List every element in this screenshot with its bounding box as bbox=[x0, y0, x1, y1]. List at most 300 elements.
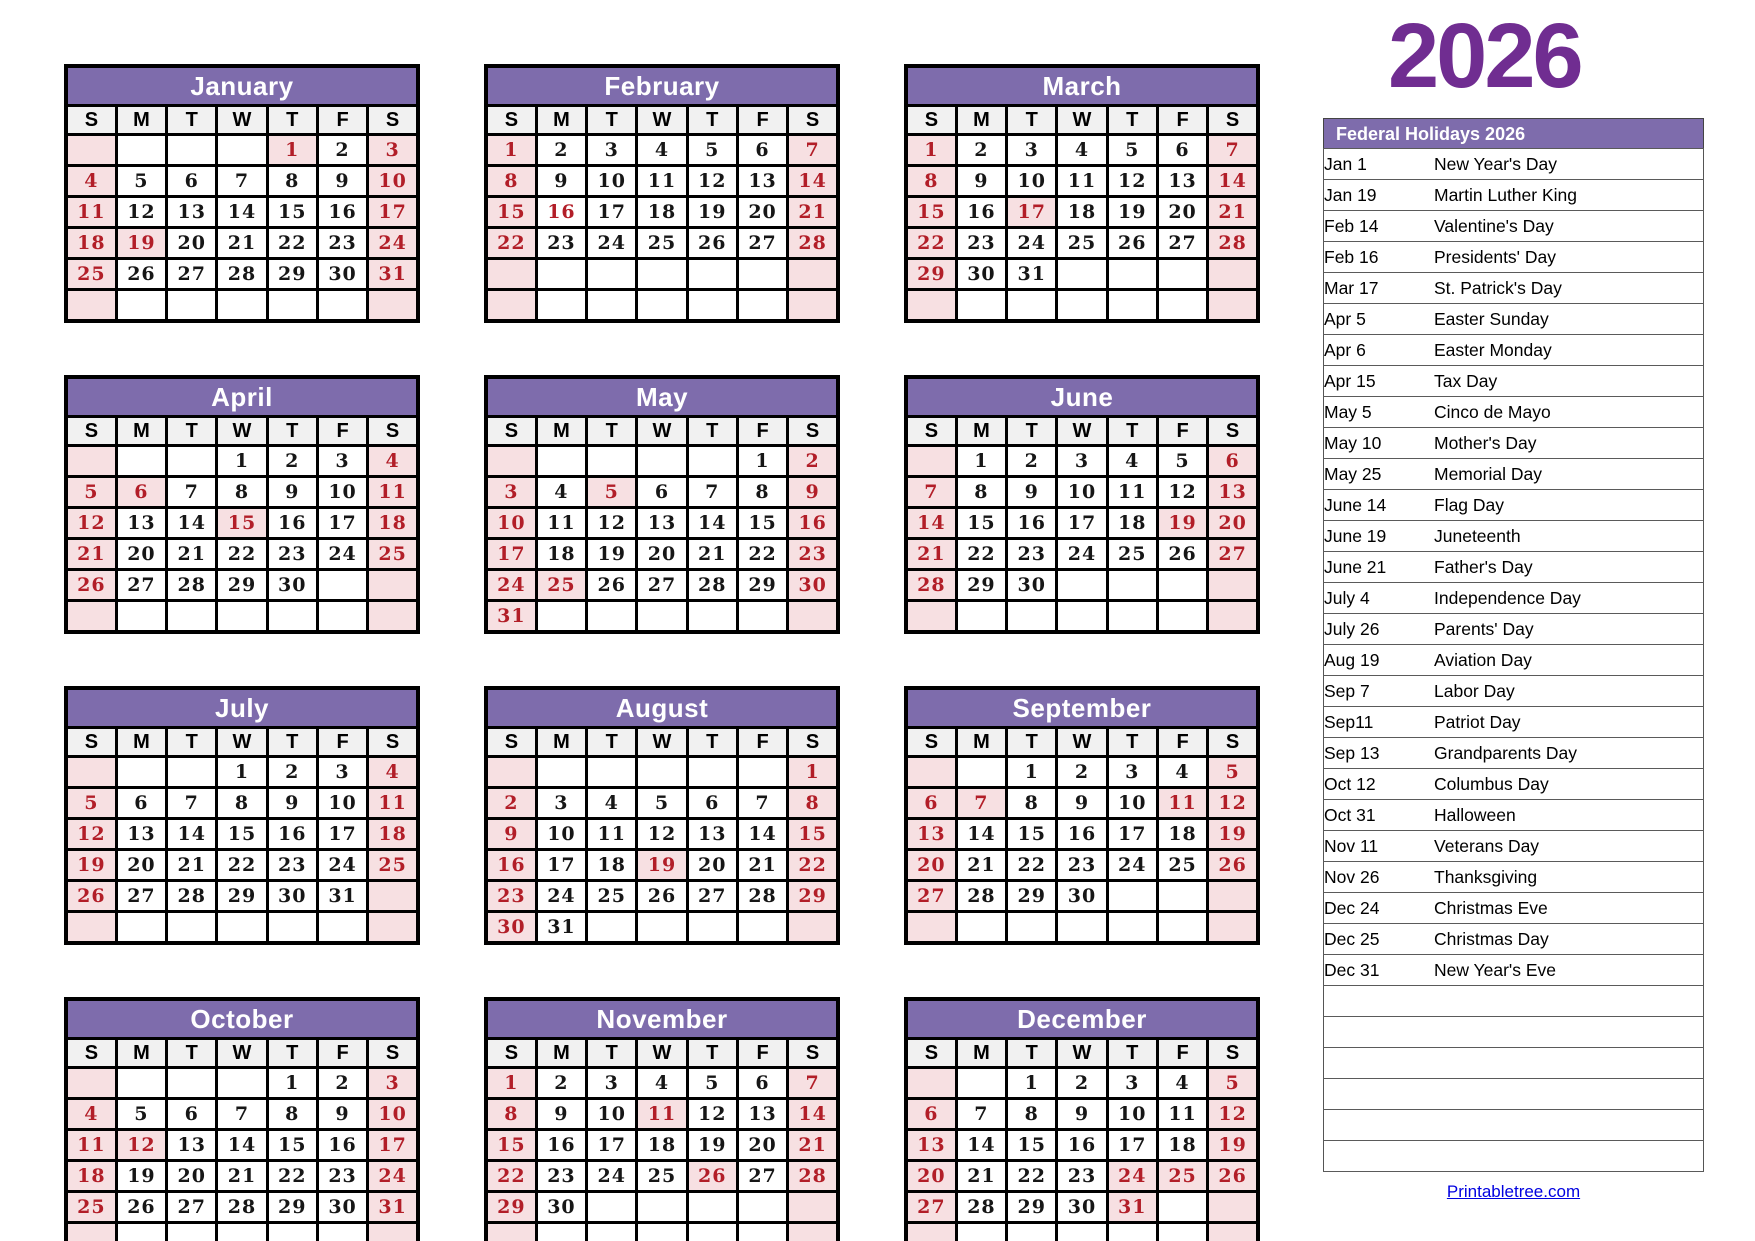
holiday-row bbox=[1324, 924, 1704, 955]
weekday-header: S bbox=[788, 728, 838, 757]
day-cell: 2 bbox=[536, 135, 586, 166]
weekday-header: S bbox=[66, 106, 116, 135]
weekday-header: S bbox=[906, 106, 956, 135]
day-cell: 3 bbox=[368, 1068, 418, 1099]
month-june bbox=[904, 375, 1260, 634]
day-cell: 29 bbox=[217, 881, 267, 912]
day-cell bbox=[687, 1192, 737, 1223]
day-cell: 18 bbox=[1157, 819, 1207, 850]
day-cell: 22 bbox=[906, 228, 956, 259]
weekday-header: S bbox=[368, 728, 418, 757]
month-title: March bbox=[906, 66, 1258, 106]
weekday-header: T bbox=[587, 1039, 637, 1068]
day-cell bbox=[587, 912, 637, 944]
day-cell: 6 bbox=[737, 1068, 787, 1099]
day-cell bbox=[1007, 290, 1057, 322]
day-cell: 8 bbox=[788, 788, 838, 819]
day-cell: 5 bbox=[66, 788, 116, 819]
weekday-header: T bbox=[687, 106, 737, 135]
day-cell: 4 bbox=[587, 788, 637, 819]
day-cell: 12 bbox=[1157, 477, 1207, 508]
day-cell bbox=[587, 1192, 637, 1223]
day-cell: 2 bbox=[267, 757, 317, 788]
holiday-date: June 14 bbox=[1324, 490, 1435, 521]
day-cell: 8 bbox=[1007, 788, 1057, 819]
holiday-name: New Year's Eve bbox=[1434, 955, 1704, 986]
day-cell: 30 bbox=[1057, 1192, 1107, 1223]
day-cell: 10 bbox=[317, 788, 367, 819]
day-cell: 6 bbox=[1208, 446, 1258, 477]
day-cell: 13 bbox=[906, 1130, 956, 1161]
day-cell: 14 bbox=[956, 819, 1006, 850]
day-cell: 3 bbox=[1107, 1068, 1157, 1099]
day-cell: 23 bbox=[956, 228, 1006, 259]
day-cell bbox=[906, 601, 956, 633]
holiday-name: Mother's Day bbox=[1434, 428, 1704, 459]
month-july bbox=[64, 686, 420, 945]
weekday-header: F bbox=[737, 417, 787, 446]
day-cell bbox=[956, 601, 1006, 633]
holiday-date: May 5 bbox=[1324, 397, 1435, 428]
day-cell: 20 bbox=[1208, 508, 1258, 539]
day-cell: 31 bbox=[1107, 1192, 1157, 1223]
month-title: January bbox=[66, 66, 418, 106]
day-cell bbox=[1107, 290, 1157, 322]
holiday-name: Halloween bbox=[1434, 800, 1704, 831]
day-cell: 22 bbox=[737, 539, 787, 570]
day-cell: 7 bbox=[737, 788, 787, 819]
day-cell: 7 bbox=[788, 135, 838, 166]
day-cell: 15 bbox=[737, 508, 787, 539]
day-cell: 2 bbox=[1057, 757, 1107, 788]
day-cell bbox=[116, 1068, 166, 1099]
holiday-date: Sep11 bbox=[1324, 707, 1435, 738]
day-cell: 28 bbox=[956, 1192, 1006, 1223]
day-cell: 8 bbox=[217, 788, 267, 819]
day-cell: 3 bbox=[317, 757, 367, 788]
day-cell: 13 bbox=[637, 508, 687, 539]
day-cell bbox=[116, 446, 166, 477]
day-cell: 24 bbox=[1007, 228, 1057, 259]
printabletree-link[interactable]: Printabletree.com bbox=[1446, 1182, 1581, 1201]
day-cell: 26 bbox=[1208, 1161, 1258, 1192]
weekday-header: S bbox=[486, 1039, 536, 1068]
day-cell: 30 bbox=[267, 881, 317, 912]
day-cell: 17 bbox=[1107, 1130, 1157, 1161]
day-cell: 9 bbox=[1057, 1099, 1107, 1130]
day-cell: 11 bbox=[1157, 788, 1207, 819]
weekday-header: T bbox=[1107, 1039, 1157, 1068]
weekday-header: S bbox=[1208, 1039, 1258, 1068]
day-cell: 22 bbox=[1007, 850, 1057, 881]
day-cell: 18 bbox=[637, 197, 687, 228]
day-cell: 16 bbox=[788, 508, 838, 539]
holiday-row bbox=[1324, 738, 1704, 769]
holiday-date: Sep 13 bbox=[1324, 738, 1435, 769]
day-cell bbox=[116, 1223, 166, 1241]
day-cell: 21 bbox=[167, 539, 217, 570]
day-cell bbox=[788, 1192, 838, 1223]
day-cell: 19 bbox=[687, 1130, 737, 1161]
day-cell: 8 bbox=[267, 1099, 317, 1130]
month-november bbox=[484, 997, 840, 1241]
holiday-date: Jan 19 bbox=[1324, 180, 1435, 211]
day-cell bbox=[167, 1068, 217, 1099]
weekday-header: T bbox=[587, 728, 637, 757]
day-cell bbox=[788, 601, 838, 633]
holiday-date: Apr 5 bbox=[1324, 304, 1435, 335]
weekday-header: T bbox=[1107, 106, 1157, 135]
day-cell: 26 bbox=[66, 881, 116, 912]
day-cell: 15 bbox=[486, 197, 536, 228]
day-cell: 25 bbox=[66, 1192, 116, 1223]
day-cell bbox=[486, 259, 536, 290]
day-cell bbox=[788, 290, 838, 322]
day-cell: 9 bbox=[536, 1099, 586, 1130]
day-cell: 14 bbox=[906, 508, 956, 539]
day-cell: 29 bbox=[956, 570, 1006, 601]
day-cell: 8 bbox=[737, 477, 787, 508]
day-cell: 1 bbox=[217, 757, 267, 788]
weekday-header: S bbox=[906, 417, 956, 446]
day-cell: 16 bbox=[1057, 819, 1107, 850]
day-cell bbox=[1157, 259, 1207, 290]
day-cell: 12 bbox=[1107, 166, 1157, 197]
holiday-row bbox=[1324, 893, 1704, 924]
month-may bbox=[484, 375, 840, 634]
day-cell: 12 bbox=[1208, 1099, 1258, 1130]
weekday-header: M bbox=[536, 106, 586, 135]
weekday-header: M bbox=[116, 728, 166, 757]
day-cell bbox=[317, 912, 367, 944]
day-cell bbox=[687, 757, 737, 788]
day-cell: 16 bbox=[267, 819, 317, 850]
day-cell: 2 bbox=[956, 135, 1006, 166]
day-cell: 25 bbox=[536, 570, 586, 601]
day-cell bbox=[167, 912, 217, 944]
day-cell bbox=[167, 135, 217, 166]
day-cell bbox=[687, 259, 737, 290]
day-cell: 21 bbox=[906, 539, 956, 570]
day-cell: 10 bbox=[587, 166, 637, 197]
weekday-header: W bbox=[637, 106, 687, 135]
day-cell bbox=[1057, 259, 1107, 290]
holiday-name: Parents' Day bbox=[1434, 614, 1704, 645]
day-cell bbox=[637, 290, 687, 322]
day-cell: 17 bbox=[317, 819, 367, 850]
day-cell: 6 bbox=[906, 1099, 956, 1130]
day-cell bbox=[368, 570, 418, 601]
day-cell: 27 bbox=[116, 570, 166, 601]
day-cell bbox=[906, 757, 956, 788]
day-cell bbox=[637, 1192, 687, 1223]
day-cell: 25 bbox=[637, 1161, 687, 1192]
holiday-name: Christmas Eve bbox=[1434, 893, 1704, 924]
day-cell: 15 bbox=[1007, 1130, 1057, 1161]
day-cell: 4 bbox=[66, 1099, 116, 1130]
day-cell: 26 bbox=[66, 570, 116, 601]
day-cell: 28 bbox=[167, 881, 217, 912]
day-cell: 3 bbox=[587, 1068, 637, 1099]
holiday-row bbox=[1324, 614, 1704, 645]
day-cell: 22 bbox=[788, 850, 838, 881]
day-cell bbox=[486, 757, 536, 788]
day-cell: 5 bbox=[1107, 135, 1157, 166]
day-cell: 28 bbox=[906, 570, 956, 601]
day-cell: 5 bbox=[1208, 757, 1258, 788]
day-cell: 16 bbox=[1057, 1130, 1107, 1161]
day-cell: 12 bbox=[1208, 788, 1258, 819]
day-cell: 12 bbox=[116, 197, 166, 228]
day-cell: 28 bbox=[217, 1192, 267, 1223]
day-cell: 12 bbox=[66, 819, 116, 850]
day-cell: 30 bbox=[1007, 570, 1057, 601]
day-cell bbox=[486, 1223, 536, 1241]
day-cell: 29 bbox=[737, 570, 787, 601]
day-cell: 13 bbox=[687, 819, 737, 850]
day-cell bbox=[217, 1068, 267, 1099]
day-cell bbox=[217, 1223, 267, 1241]
day-cell: 13 bbox=[116, 508, 166, 539]
day-cell: 22 bbox=[267, 1161, 317, 1192]
day-cell: 12 bbox=[66, 508, 116, 539]
day-cell: 16 bbox=[956, 197, 1006, 228]
holiday-date: Dec 25 bbox=[1324, 924, 1435, 955]
day-cell: 27 bbox=[687, 881, 737, 912]
day-cell bbox=[66, 757, 116, 788]
day-cell bbox=[267, 1223, 317, 1241]
day-cell: 1 bbox=[267, 135, 317, 166]
holiday-row bbox=[1324, 335, 1704, 366]
day-cell: 22 bbox=[217, 539, 267, 570]
day-cell: 14 bbox=[167, 819, 217, 850]
day-cell: 29 bbox=[486, 1192, 536, 1223]
day-cell: 10 bbox=[1007, 166, 1057, 197]
day-cell bbox=[368, 912, 418, 944]
day-cell: 21 bbox=[956, 850, 1006, 881]
day-cell: 18 bbox=[1057, 197, 1107, 228]
holiday-name: Easter Sunday bbox=[1434, 304, 1704, 335]
day-cell: 27 bbox=[167, 1192, 217, 1223]
holiday-name: Memorial Day bbox=[1434, 459, 1704, 490]
month-december bbox=[904, 997, 1260, 1241]
day-cell: 11 bbox=[536, 508, 586, 539]
year-title: 2026 bbox=[1388, 5, 1581, 107]
day-cell: 22 bbox=[956, 539, 1006, 570]
weekday-header: S bbox=[66, 1039, 116, 1068]
day-cell: 3 bbox=[536, 788, 586, 819]
day-cell bbox=[737, 912, 787, 944]
day-cell: 21 bbox=[737, 850, 787, 881]
day-cell bbox=[1057, 290, 1107, 322]
day-cell: 30 bbox=[267, 570, 317, 601]
day-cell: 23 bbox=[788, 539, 838, 570]
day-cell bbox=[167, 1223, 217, 1241]
holiday-empty-row bbox=[1324, 986, 1704, 1017]
day-cell bbox=[1157, 1223, 1207, 1241]
day-cell: 7 bbox=[217, 166, 267, 197]
day-cell bbox=[737, 1223, 787, 1241]
day-cell bbox=[1157, 1192, 1207, 1223]
day-cell: 21 bbox=[217, 228, 267, 259]
day-cell: 30 bbox=[956, 259, 1006, 290]
day-cell: 22 bbox=[486, 1161, 536, 1192]
weekday-header: T bbox=[687, 1039, 737, 1068]
day-cell: 19 bbox=[1208, 819, 1258, 850]
day-cell: 27 bbox=[1157, 228, 1207, 259]
holiday-date: May 10 bbox=[1324, 428, 1435, 459]
month-title: October bbox=[66, 999, 418, 1039]
month-title: September bbox=[906, 688, 1258, 728]
weekday-header: M bbox=[536, 1039, 586, 1068]
day-cell: 10 bbox=[536, 819, 586, 850]
holiday-row bbox=[1324, 459, 1704, 490]
day-cell bbox=[66, 601, 116, 633]
day-cell: 1 bbox=[1007, 757, 1057, 788]
day-cell: 16 bbox=[1007, 508, 1057, 539]
day-cell: 26 bbox=[116, 1192, 166, 1223]
day-cell: 24 bbox=[486, 570, 536, 601]
holiday-name: Flag Day bbox=[1434, 490, 1704, 521]
weekday-header: W bbox=[217, 106, 267, 135]
holiday-empty-row bbox=[1324, 1017, 1704, 1048]
day-cell: 21 bbox=[217, 1161, 267, 1192]
holiday-name: New Year's Day bbox=[1434, 149, 1704, 180]
month-october bbox=[64, 997, 420, 1241]
day-cell bbox=[1107, 570, 1157, 601]
day-cell bbox=[1107, 259, 1157, 290]
day-cell: 15 bbox=[267, 1130, 317, 1161]
day-cell: 27 bbox=[167, 259, 217, 290]
holiday-row bbox=[1324, 955, 1704, 986]
day-cell: 3 bbox=[587, 135, 637, 166]
day-cell: 22 bbox=[217, 850, 267, 881]
day-cell: 14 bbox=[788, 1099, 838, 1130]
day-cell: 20 bbox=[906, 1161, 956, 1192]
weekday-header: S bbox=[66, 417, 116, 446]
day-cell: 11 bbox=[1107, 477, 1157, 508]
holiday-row bbox=[1324, 676, 1704, 707]
day-cell: 9 bbox=[267, 788, 317, 819]
day-cell bbox=[1208, 290, 1258, 322]
day-cell: 10 bbox=[1107, 1099, 1157, 1130]
day-cell bbox=[317, 1223, 367, 1241]
day-cell bbox=[637, 446, 687, 477]
holiday-row bbox=[1324, 521, 1704, 552]
day-cell: 4 bbox=[637, 135, 687, 166]
day-cell: 12 bbox=[687, 1099, 737, 1130]
day-cell: 27 bbox=[637, 570, 687, 601]
weekday-header: T bbox=[167, 417, 217, 446]
day-cell bbox=[536, 290, 586, 322]
day-cell: 19 bbox=[66, 850, 116, 881]
day-cell: 10 bbox=[1057, 477, 1107, 508]
day-cell: 1 bbox=[486, 135, 536, 166]
holiday-date: Dec 31 bbox=[1324, 955, 1435, 986]
day-cell: 29 bbox=[906, 259, 956, 290]
weekday-header: S bbox=[368, 106, 418, 135]
day-cell: 2 bbox=[536, 1068, 586, 1099]
weekday-header: M bbox=[116, 1039, 166, 1068]
day-cell: 11 bbox=[1057, 166, 1107, 197]
holiday-empty-row bbox=[1324, 1079, 1704, 1110]
day-cell bbox=[217, 601, 267, 633]
weekday-header: T bbox=[1007, 417, 1057, 446]
day-cell: 18 bbox=[587, 850, 637, 881]
day-cell bbox=[536, 446, 586, 477]
holiday-name: Tax Day bbox=[1434, 366, 1704, 397]
holiday-row bbox=[1324, 831, 1704, 862]
day-cell: 4 bbox=[368, 446, 418, 477]
day-cell: 13 bbox=[737, 1099, 787, 1130]
weekday-header: S bbox=[1208, 728, 1258, 757]
day-cell bbox=[788, 912, 838, 944]
day-cell: 15 bbox=[788, 819, 838, 850]
day-cell: 7 bbox=[217, 1099, 267, 1130]
day-cell bbox=[66, 446, 116, 477]
day-cell: 18 bbox=[536, 539, 586, 570]
day-cell: 26 bbox=[687, 228, 737, 259]
month-august bbox=[484, 686, 840, 945]
month-title: November bbox=[486, 999, 838, 1039]
day-cell: 14 bbox=[687, 508, 737, 539]
day-cell: 25 bbox=[1107, 539, 1157, 570]
weekday-header: S bbox=[788, 106, 838, 135]
weekday-header: T bbox=[267, 417, 317, 446]
day-cell: 4 bbox=[637, 1068, 687, 1099]
day-cell: 6 bbox=[167, 166, 217, 197]
day-cell bbox=[956, 1068, 1006, 1099]
day-cell: 31 bbox=[368, 1192, 418, 1223]
day-cell: 26 bbox=[587, 570, 637, 601]
day-cell: 21 bbox=[788, 1130, 838, 1161]
day-cell bbox=[1157, 881, 1207, 912]
day-cell: 15 bbox=[486, 1130, 536, 1161]
weekday-header: F bbox=[317, 1039, 367, 1068]
day-cell bbox=[1057, 570, 1107, 601]
day-cell bbox=[1208, 1223, 1258, 1241]
day-cell: 9 bbox=[317, 166, 367, 197]
day-cell: 18 bbox=[368, 508, 418, 539]
day-cell bbox=[1208, 881, 1258, 912]
weekday-header: T bbox=[1107, 417, 1157, 446]
day-cell bbox=[1157, 570, 1207, 601]
day-cell: 7 bbox=[906, 477, 956, 508]
day-cell bbox=[906, 912, 956, 944]
day-cell: 17 bbox=[536, 850, 586, 881]
day-cell: 5 bbox=[66, 477, 116, 508]
day-cell: 28 bbox=[1208, 228, 1258, 259]
day-cell: 18 bbox=[1107, 508, 1157, 539]
holiday-row bbox=[1324, 552, 1704, 583]
holiday-row bbox=[1324, 397, 1704, 428]
day-cell: 5 bbox=[687, 135, 737, 166]
day-cell: 13 bbox=[1208, 477, 1258, 508]
holiday-name: Independence Day bbox=[1434, 583, 1704, 614]
day-cell bbox=[66, 135, 116, 166]
month-february bbox=[484, 64, 840, 323]
day-cell: 3 bbox=[1007, 135, 1057, 166]
day-cell: 7 bbox=[956, 1099, 1006, 1130]
day-cell: 16 bbox=[536, 1130, 586, 1161]
day-cell bbox=[587, 290, 637, 322]
day-cell: 20 bbox=[906, 850, 956, 881]
day-cell: 21 bbox=[687, 539, 737, 570]
day-cell: 17 bbox=[587, 1130, 637, 1161]
holiday-name: Father's Day bbox=[1434, 552, 1704, 583]
day-cell: 19 bbox=[637, 850, 687, 881]
day-cell: 1 bbox=[486, 1068, 536, 1099]
